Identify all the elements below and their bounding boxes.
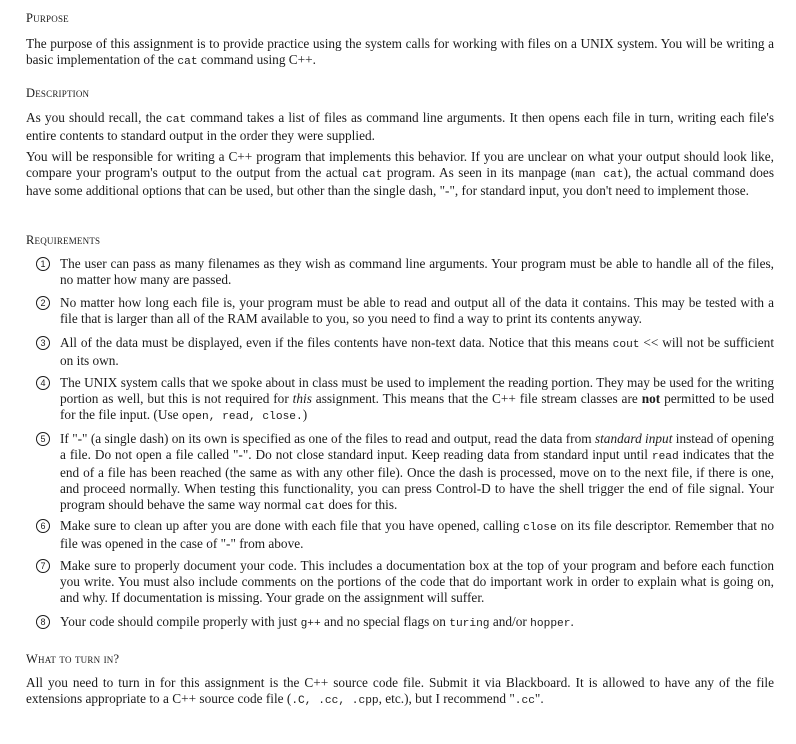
number-circle-icon: 7 [36, 559, 50, 573]
number-circle-icon: 6 [36, 519, 50, 533]
description-paragraph-2: You will be responsible for writing a C++ program that implements this behavior. If you are unclear on what your output should look like, compare your program's output to the output from the actual cat program. As seen in its manpage (man cat), the actual command does have some additional options that can be used, but other than the single dash, "-", for standard input, you don't need to implement those. [26, 149, 775, 198]
requirement-item: 6 Make sure to clean up after you are done with each file that you have opened, calling close on its file descriptor. Remember that no file was opened in the case of "-" from above. [36, 518, 774, 552]
number-circle-icon: 5 [36, 432, 50, 446]
number-circle-icon: 2 [36, 296, 50, 310]
number-circle-icon: 3 [36, 336, 50, 350]
purpose-heading: Purpose [26, 11, 69, 25]
number-circle-icon: 8 [36, 615, 50, 629]
requirement-item: 5 If "-" (a single dash) on its own is specified as one of the files to read and output, read the data from standard input instead of opening a file. Do not open a file called "-". Do not close standard input. Keep reading data from standard input until read indicates that the end of a file has been reached (the same as with any other file). Once the dash is processed, move on to the next file, if there is one, and proceed normally. When testing this functionality, you can press Control-D to have the shell trigger the end of file signal. Your program should behave the same way normal cat does for this. [36, 431, 774, 515]
requirement-item: 4 The UNIX system calls that we spoke about in class must be used to implement the reading portion. They may be used for the writing portion as well, but this is not required for this assignment. This means that the C++ file stream classes are not permitted to be used for the file input. (Use open, read, close.) [36, 375, 774, 425]
requirement-item: 2 No matter how long each file is, your program must be able to read and output all of the data it contains. This may be tested with a file that is larger than all of the RAM available to you, so you need to find a way to print its contents anyway. [36, 295, 774, 327]
number-circle-icon: 4 [36, 376, 50, 390]
description-paragraph-1: As you should recall, the cat command takes a list of files as command line arguments. It then opens each file in turn, writing each file's entire contents to standard output in the order they were supplied. [26, 110, 774, 143]
requirement-item: 8 Your code should compile properly with just g++ and no special flags on turing and/or hopper. [36, 614, 774, 632]
requirement-item: 7 Make sure to properly document your code. This includes a documentation box at the top of your program and before each function you write. You must also include comments on the portions of the code that do important work in order to explain what is going on, and why. If documentation is missing. Your grade on the assignment will suffer. [36, 558, 774, 606]
turn-in-paragraph: All you need to turn in for this assignment is the C++ source code file. Submit it via Blackboard. It is allowed to have any of the file extensions appropriate to a C++ source code file (.C, .cc, .cpp, etc.), but I recommend ".cc". [26, 675, 774, 707]
requirement-item: 3 All of the data must be displayed, even if the files contents have non-text data. Notice that this means cout << will not be sufficient on its own. [36, 335, 774, 369]
requirement-item: 1 The user can pass as many filenames as they wish as command line arguments. Your program must be able to handle all of the files, no matter how many are passed. [36, 256, 774, 288]
turn-in-heading: What to turn in? [26, 652, 120, 666]
description-heading: Description [26, 86, 90, 100]
purpose-paragraph: The purpose of this assignment is to provide practice using the system calls for working with files on a UNIX system. You will be writing a basic implementation of the cat command using C++. [26, 36, 774, 68]
requirements-heading: Requirements [26, 233, 101, 247]
number-circle-icon: 1 [36, 257, 50, 271]
